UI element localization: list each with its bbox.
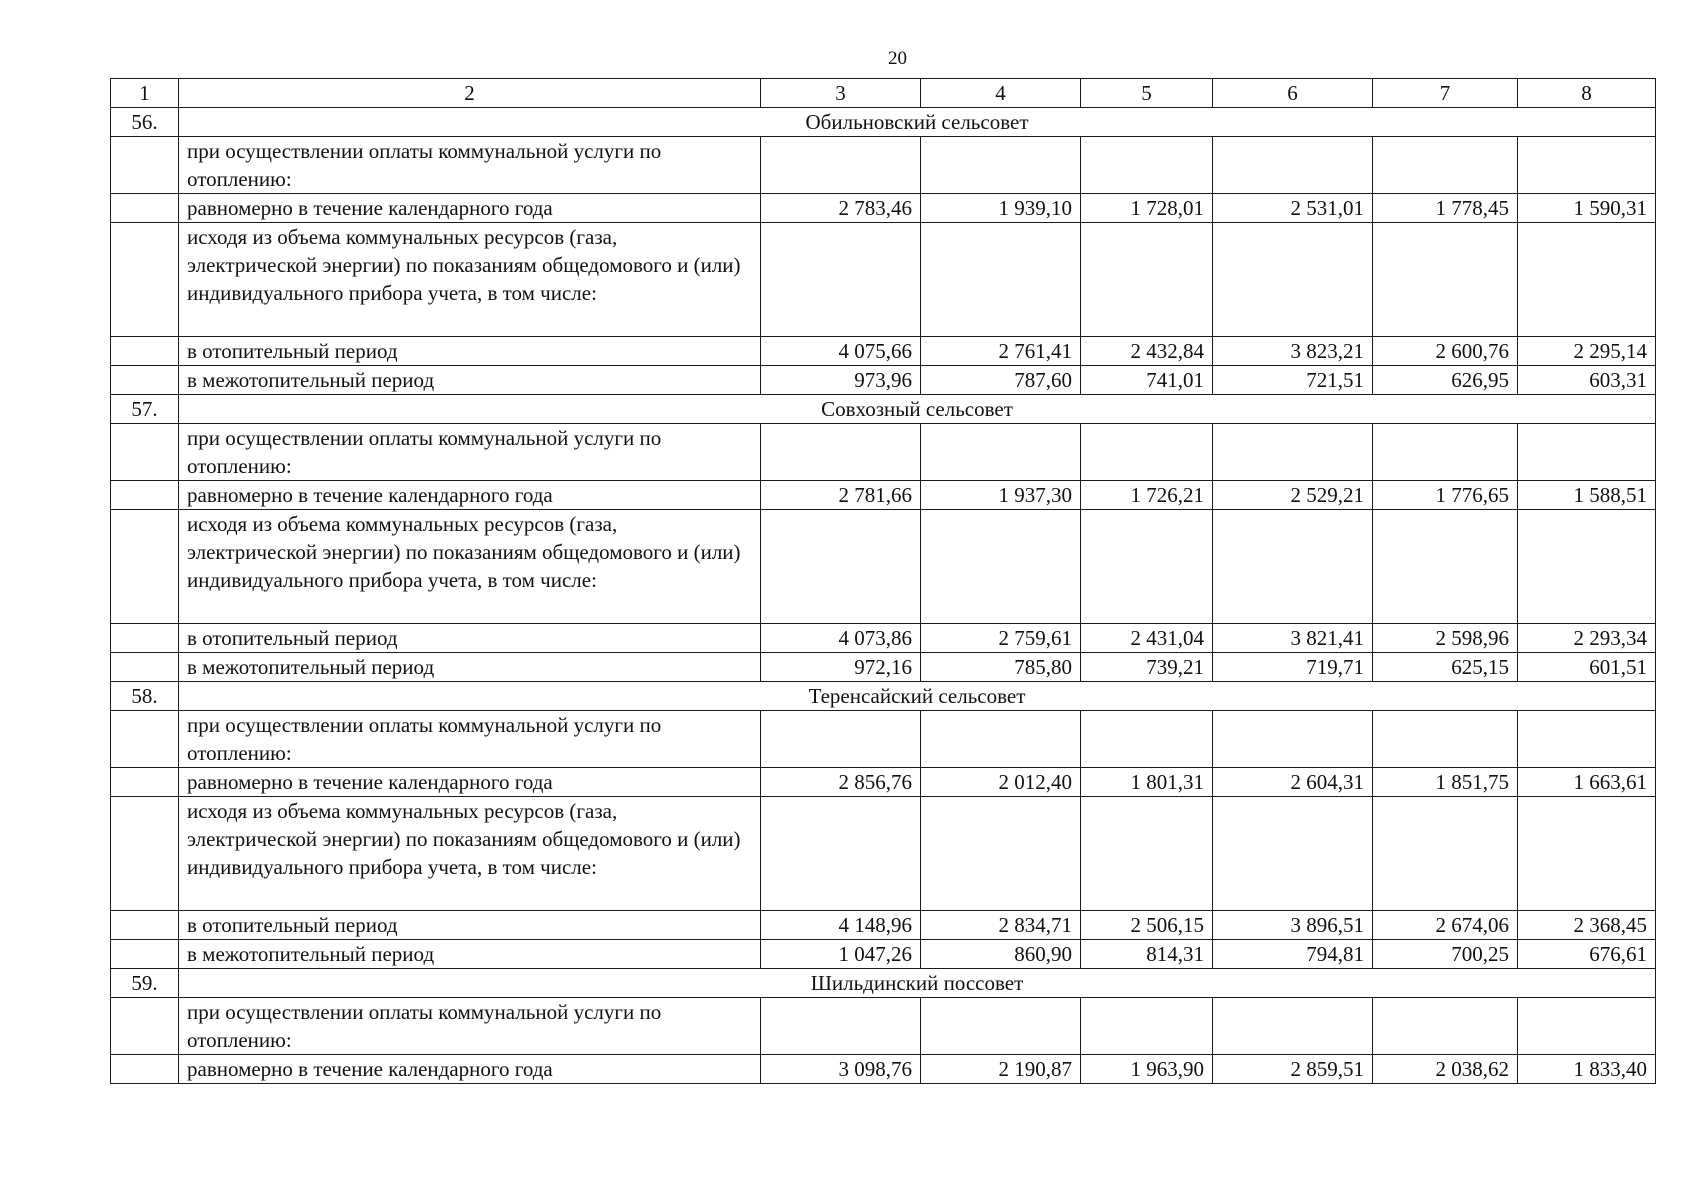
value-cell: 700,25 [1373,940,1518,969]
row-label: при осуществлении оплаты коммунальной услуги по отоплению: [179,998,761,1055]
value-cell [1213,137,1373,194]
column-number: 8 [1518,79,1656,108]
value-cell: 626,95 [1373,366,1518,395]
row-label: в межотопительный период [179,940,761,969]
value-cell [761,797,921,911]
value-cell: 3 823,21 [1213,337,1373,366]
value-cell [1081,797,1213,911]
row-label: исходя из объема коммунальных ресурсов (газа, электрической энергии) по показаниям общедомового и (или) индивидуального прибора учета, в том числе: [179,223,761,337]
value-cell: 1 776,65 [1373,481,1518,510]
row-label: в межотопительный период [179,366,761,395]
value-cell [921,510,1081,624]
value-cell: 2 295,14 [1518,337,1656,366]
value-cell [761,223,921,337]
section-title: Совхозный сельсовет [179,395,1656,424]
section-row [111,108,1656,137]
row-label: при осуществлении оплаты коммунальной услуги по отоплению: [179,137,761,194]
table-row [111,797,1656,911]
table-row [111,510,1656,624]
empty-number-cell [111,481,179,510]
value-cell [1518,137,1656,194]
table-row [111,1055,1656,1084]
tariff-table [110,78,1656,1084]
value-cell: 741,01 [1081,366,1213,395]
value-cell: 1 590,31 [1518,194,1656,223]
value-cell [1213,797,1373,911]
row-label: исходя из объема коммунальных ресурсов (газа, электрической энергии) по показаниям общедомового и (или) индивидуального прибора учета, в том числе: [179,797,761,911]
value-cell: 787,60 [921,366,1081,395]
value-cell: 601,51 [1518,653,1656,682]
value-cell [761,711,921,768]
value-cell: 2 190,87 [921,1055,1081,1084]
section-row [111,682,1656,711]
empty-number-cell [111,424,179,481]
value-cell: 603,31 [1518,366,1656,395]
empty-number-cell [111,711,179,768]
value-cell [1518,797,1656,911]
value-cell [1213,998,1373,1055]
value-cell [1518,711,1656,768]
empty-number-cell [111,998,179,1055]
value-cell: 1 963,90 [1081,1055,1213,1084]
column-number: 2 [179,79,761,108]
table-row [111,137,1656,194]
value-cell [921,137,1081,194]
value-cell: 719,71 [1213,653,1373,682]
value-cell [1373,711,1518,768]
value-cell [761,137,921,194]
value-cell: 3 821,41 [1213,624,1373,653]
value-cell: 1 726,21 [1081,481,1213,510]
empty-number-cell [111,911,179,940]
empty-number-cell [111,768,179,797]
value-cell [1213,223,1373,337]
value-cell [1081,223,1213,337]
value-cell: 2 529,21 [1213,481,1373,510]
empty-number-cell [111,223,179,337]
value-cell: 2 834,71 [921,911,1081,940]
value-cell: 2 781,66 [761,481,921,510]
value-cell: 2 761,41 [921,337,1081,366]
value-cell: 972,16 [761,653,921,682]
table-row [111,711,1656,768]
section-number: 58. [111,682,179,711]
table-row [111,337,1656,366]
section-title: Обильновский сельсовет [179,108,1656,137]
table-row [111,481,1656,510]
row-label: равномерно в течение календарного года [179,1055,761,1084]
value-cell [761,424,921,481]
value-cell: 2 293,34 [1518,624,1656,653]
value-cell [921,711,1081,768]
value-cell: 1 588,51 [1518,481,1656,510]
empty-number-cell [111,337,179,366]
row-label: равномерно в течение календарного года [179,194,761,223]
value-cell: 2 598,96 [1373,624,1518,653]
value-cell: 2 038,62 [1373,1055,1518,1084]
value-cell: 2 856,76 [761,768,921,797]
empty-number-cell [111,653,179,682]
value-cell: 2 604,31 [1213,768,1373,797]
value-cell: 1 047,26 [761,940,921,969]
row-label: исходя из объема коммунальных ресурсов (газа, электрической энергии) по показаниям общедомового и (или) индивидуального прибора учета, в том числе: [179,510,761,624]
section-title: Теренсайский сельсовет [179,682,1656,711]
column-number: 4 [921,79,1081,108]
value-cell [761,510,921,624]
value-cell [921,998,1081,1055]
column-number: 6 [1213,79,1373,108]
value-cell [1213,711,1373,768]
empty-number-cell [111,940,179,969]
value-cell: 1 851,75 [1373,768,1518,797]
value-cell [1518,223,1656,337]
value-cell: 625,15 [1373,653,1518,682]
column-number: 3 [761,79,921,108]
table-row [111,998,1656,1055]
section-number: 59. [111,969,179,998]
value-cell: 2 859,51 [1213,1055,1373,1084]
value-cell: 814,31 [1081,940,1213,969]
value-cell [1081,711,1213,768]
value-cell [1373,510,1518,624]
row-label: в межотопительный период [179,653,761,682]
value-cell: 973,96 [761,366,921,395]
section-number: 56. [111,108,179,137]
value-cell [1081,510,1213,624]
value-cell: 2 432,84 [1081,337,1213,366]
value-cell: 1 728,01 [1081,194,1213,223]
empty-number-cell [111,194,179,223]
value-cell: 2 531,01 [1213,194,1373,223]
value-cell: 2 783,46 [761,194,921,223]
value-cell [921,797,1081,911]
value-cell: 4 073,86 [761,624,921,653]
empty-number-cell [111,797,179,911]
value-cell: 785,80 [921,653,1081,682]
value-cell: 1 937,30 [921,481,1081,510]
value-cell: 2 759,61 [921,624,1081,653]
value-cell: 721,51 [1213,366,1373,395]
column-number: 1 [111,79,179,108]
value-cell: 2 012,40 [921,768,1081,797]
value-cell [1373,797,1518,911]
value-cell [1213,510,1373,624]
value-cell: 1 801,31 [1081,768,1213,797]
value-cell: 676,61 [1518,940,1656,969]
row-label: в отопительный период [179,911,761,940]
value-cell: 1 663,61 [1518,768,1656,797]
value-cell: 1 778,45 [1373,194,1518,223]
value-cell [1518,510,1656,624]
value-cell [1518,424,1656,481]
column-number: 5 [1081,79,1213,108]
table-row [111,624,1656,653]
value-cell: 739,21 [1081,653,1213,682]
empty-number-cell [111,366,179,395]
table-row [111,366,1656,395]
empty-number-cell [111,624,179,653]
table-row [111,940,1656,969]
table-row [111,194,1656,223]
table-row [111,653,1656,682]
value-cell: 2 600,76 [1373,337,1518,366]
row-label: при осуществлении оплаты коммунальной услуги по отоплению: [179,711,761,768]
value-cell: 794,81 [1213,940,1373,969]
value-cell: 2 431,04 [1081,624,1213,653]
value-cell [761,998,921,1055]
value-cell [921,424,1081,481]
row-label: при осуществлении оплаты коммунальной услуги по отоплению: [179,424,761,481]
table-row [111,768,1656,797]
table-row [111,424,1656,481]
section-row [111,395,1656,424]
section-title: Шильдинский поссовет [179,969,1656,998]
value-cell [1081,137,1213,194]
empty-number-cell [111,137,179,194]
row-label: равномерно в течение календарного года [179,481,761,510]
value-cell [1081,998,1213,1055]
row-label: равномерно в течение календарного года [179,768,761,797]
row-label: в отопительный период [179,624,761,653]
section-number: 57. [111,395,179,424]
page-number: 20 [888,48,907,69]
value-cell: 2 506,15 [1081,911,1213,940]
value-cell: 2 368,45 [1518,911,1656,940]
value-cell [1373,998,1518,1055]
value-cell [1373,137,1518,194]
column-number-row [111,79,1656,108]
value-cell [1373,424,1518,481]
value-cell: 3 098,76 [761,1055,921,1084]
value-cell [1518,998,1656,1055]
value-cell: 860,90 [921,940,1081,969]
empty-number-cell [111,510,179,624]
value-cell [921,223,1081,337]
section-row [111,969,1656,998]
value-cell [1213,424,1373,481]
value-cell: 1 833,40 [1518,1055,1656,1084]
value-cell: 2 674,06 [1373,911,1518,940]
table-row [111,223,1656,337]
value-cell: 1 939,10 [921,194,1081,223]
empty-number-cell [111,1055,179,1084]
value-cell: 4 075,66 [761,337,921,366]
value-cell: 3 896,51 [1213,911,1373,940]
table-row [111,911,1656,940]
row-label: в отопительный период [179,337,761,366]
value-cell [1373,223,1518,337]
value-cell: 4 148,96 [761,911,921,940]
column-number: 7 [1373,79,1518,108]
value-cell [1081,424,1213,481]
